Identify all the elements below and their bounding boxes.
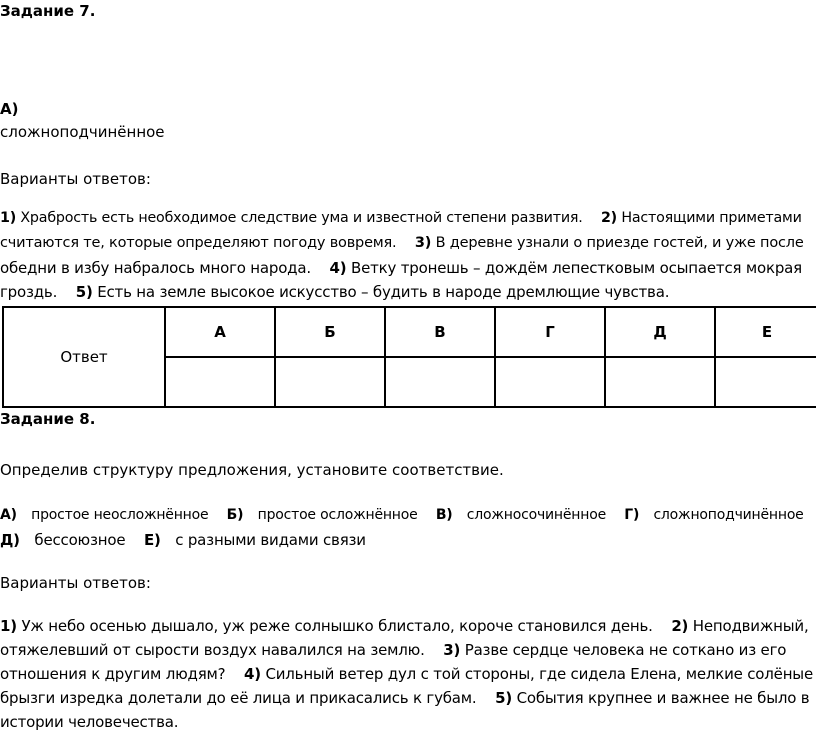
task7-option-2-num: 2): [600, 210, 617, 226]
task7-option-3-cont: обедни в избу набралось много народа.: [0, 259, 311, 277]
task8-options-line-5: [0, 713, 178, 731]
task7-option-3-num: 3): [414, 235, 432, 251]
answer-header-e: Е: [715, 307, 816, 357]
task8-categories-line-1: [0, 507, 804, 523]
category-b-letter: Б): [226, 507, 244, 523]
answer-cell-v[interactable]: [385, 357, 495, 407]
task8-option-5-text: События крупнее и важнее не было в: [516, 689, 810, 707]
task8-option-1-num: 1): [0, 617, 17, 635]
task8-option-4-num: 4): [243, 665, 261, 683]
category-b-label: простое осложнённое: [257, 507, 418, 523]
task8-instruction: Определив структуру предложения, установите соответствие.: [0, 461, 504, 479]
task8-option-2-cont: отяжелевший от сырости воздух навалился на землю.: [0, 641, 425, 659]
task7-option-4-text: Ветку тронешь – дождём лепестковым осыпается мокрая: [350, 259, 802, 277]
answer-header-a: А: [165, 307, 275, 357]
answer-header-g: Г: [495, 307, 605, 357]
task8-options-line-4: [0, 689, 809, 707]
task7-options-line-2: [0, 235, 804, 251]
task7-title: Задание 7.: [0, 2, 96, 20]
task8-option-1-text: Уж небо осенью дышало, уж реже солнышко блистало, короче становился день.: [21, 617, 653, 635]
task8-categories-line-2: [0, 531, 366, 549]
task7-part-value: сложноподчинённое: [0, 123, 165, 141]
task8-option-3-num: 3): [443, 641, 461, 659]
task8-option-2-text: Неподвижный,: [692, 617, 809, 635]
category-a-label: простое неосложнённое: [31, 507, 209, 523]
task8-options-line-3: [0, 665, 813, 683]
answer-cell-d[interactable]: [605, 357, 715, 407]
task8-option-5-num: 5): [495, 689, 512, 707]
task7-part-label: А): [0, 100, 19, 118]
answer-header-b: Б: [275, 307, 385, 357]
answer-header-v: В: [385, 307, 495, 357]
answer-cell-g[interactable]: [495, 357, 605, 407]
task7-option-5-text: Есть на земле высокое искусство – будить в народе дремлющие чувства.: [97, 283, 670, 301]
task7-options-line-3: [0, 259, 802, 277]
task8-option-2-num: 2): [671, 617, 689, 635]
task8-option-3-text: Разве сердце человека не соткано из его: [464, 641, 787, 659]
task8-options-line-1: [0, 617, 809, 635]
task7-options-line-1: [0, 210, 802, 226]
task7-option-1-text: Храбрость есть необходимое следствие ума и известной степени развития.: [20, 210, 583, 226]
answer-cell-e[interactable]: [715, 357, 816, 407]
task8-variants-label: Варианты ответов:: [0, 574, 151, 592]
task8-title: Задание 8.: [0, 410, 96, 428]
task8-option-5-cont: истории человечества.: [0, 713, 179, 731]
task7-option-5-num: 5): [75, 283, 93, 301]
task7-variants-label: Варианты ответов:: [0, 170, 151, 188]
answer-header-d: Д: [605, 307, 715, 357]
category-v-letter: В): [435, 507, 453, 523]
task8-option-4-text: Сильный ветер дул с той стороны, где сидела Елена, мелкие солёные: [265, 665, 813, 683]
category-g-letter: Г): [624, 507, 640, 523]
category-e-label: с разными видами связи: [175, 531, 366, 549]
answer-table: [2, 306, 816, 408]
category-d-letter: Д): [0, 531, 20, 549]
task7-option-2-cont: считаются те, которые определяют погоду вовремя.: [0, 235, 397, 251]
task7-option-3-text: В деревне узнали о приезде гостей, и уже после: [435, 235, 804, 251]
answer-cell-b[interactable]: [275, 357, 385, 407]
task7-option-4-cont: гроздь.: [0, 283, 58, 301]
task7-option-2-text: Настоящими приметами: [621, 210, 802, 226]
answer-row-label: Ответ: [3, 307, 165, 407]
task8-options-line-2: [0, 641, 786, 659]
task8-option-4-cont: брызги изредка долетали до её лица и прикасались к губам.: [0, 689, 477, 707]
task7-option-4-num: 4): [329, 259, 347, 277]
task7-options-line-4: [0, 283, 669, 301]
task8-option-3-cont: отношения к другим людям?: [0, 665, 226, 683]
task7-option-1-num: 1): [0, 210, 17, 226]
answer-cell-a[interactable]: [165, 357, 275, 407]
category-g-label: сложноподчинённое: [653, 507, 804, 523]
category-e-letter: Е): [143, 531, 161, 549]
category-v-label: сложносочинённое: [466, 507, 606, 523]
category-a-letter: А): [0, 507, 17, 523]
category-d-label: бессоюзное: [34, 531, 126, 549]
